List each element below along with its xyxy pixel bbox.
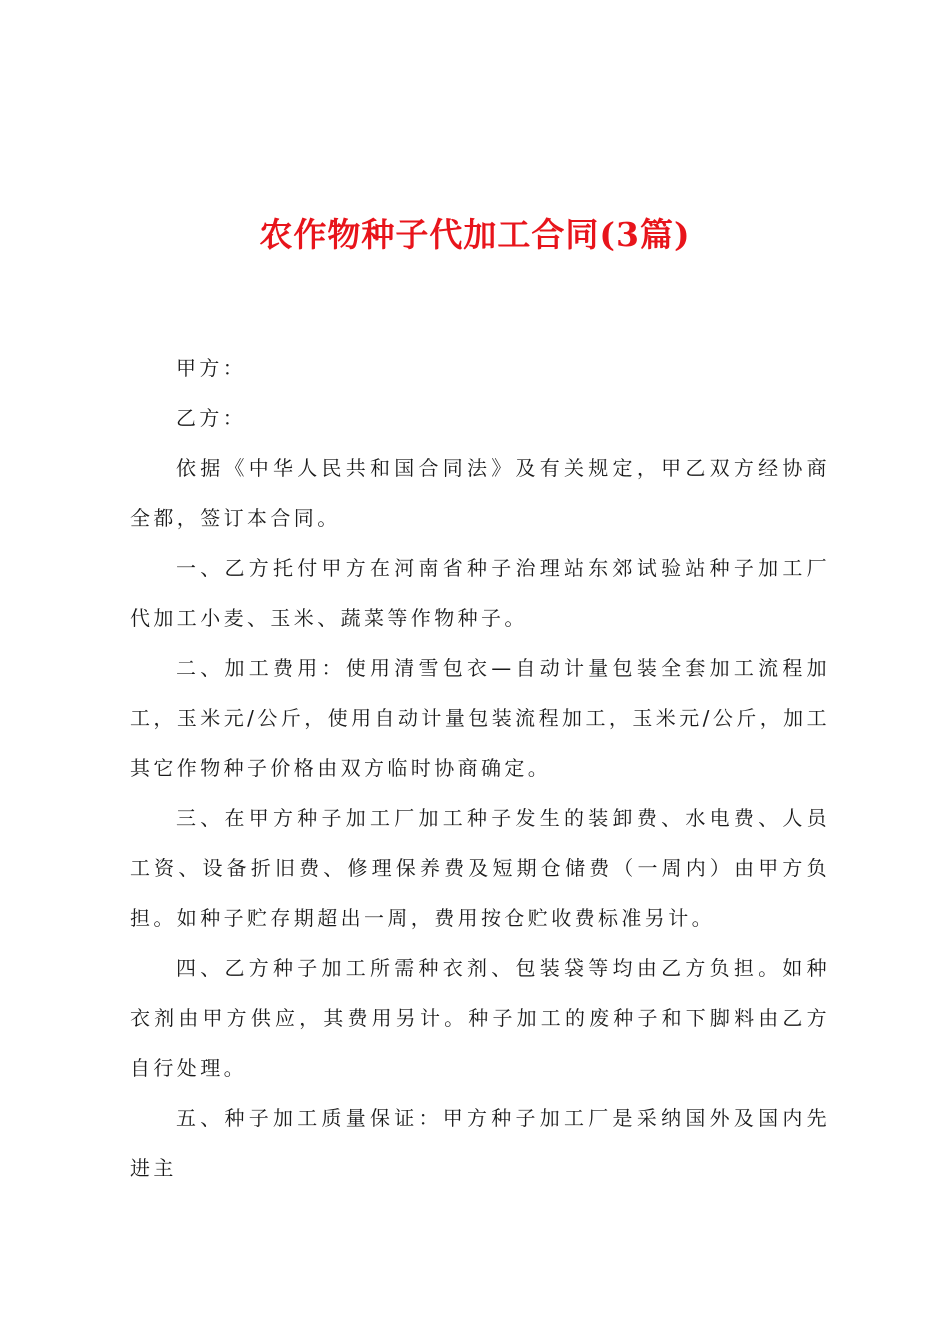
clause-5: 五、种子加工质量保证：甲方种子加工厂是采纳国外及国内先进主 — [130, 1106, 830, 1180]
party-b-line: 乙方： — [176, 406, 247, 430]
document-body — [130, 343, 830, 1193]
party-a-line: 甲方： — [176, 356, 247, 380]
clause-4: 四、乙方种子加工所需种衣剂、包装袋等均由乙方负担。如种衣剂由甲方供应，其费用另计。种子加工的废种子和下脚料由乙方自行处理。 — [130, 956, 830, 1080]
clause-2: 二、加工费用：使用清雪包衣—自动计量包装全套加工流程加工，玉米元/公斤，使用自动计量包装流程加工，玉米元/公斤，加工其它作物种子价格由双方临时协商确定。 — [130, 656, 830, 780]
clause-3: 三、在甲方种子加工厂加工种子发生的装卸费、水电费、人员工资、设备折旧费、修理保养费及短期仓储费（一周内）由甲方负担。如种子贮存期超出一周，费用按仓贮收费标准另计。 — [130, 806, 830, 930]
contract-preamble: 依据《中华人民共和国合同法》及有关规定，甲乙双方经协商全都，签订本合同。 — [130, 456, 830, 530]
document-title: 农作物种子代加工合同(3篇) — [259, 215, 691, 254]
clause-1: 一、乙方托付甲方在河南省种子治理站东郊试验站种子加工厂代加工小麦、玉米、蔬菜等作物种子。 — [130, 556, 830, 630]
